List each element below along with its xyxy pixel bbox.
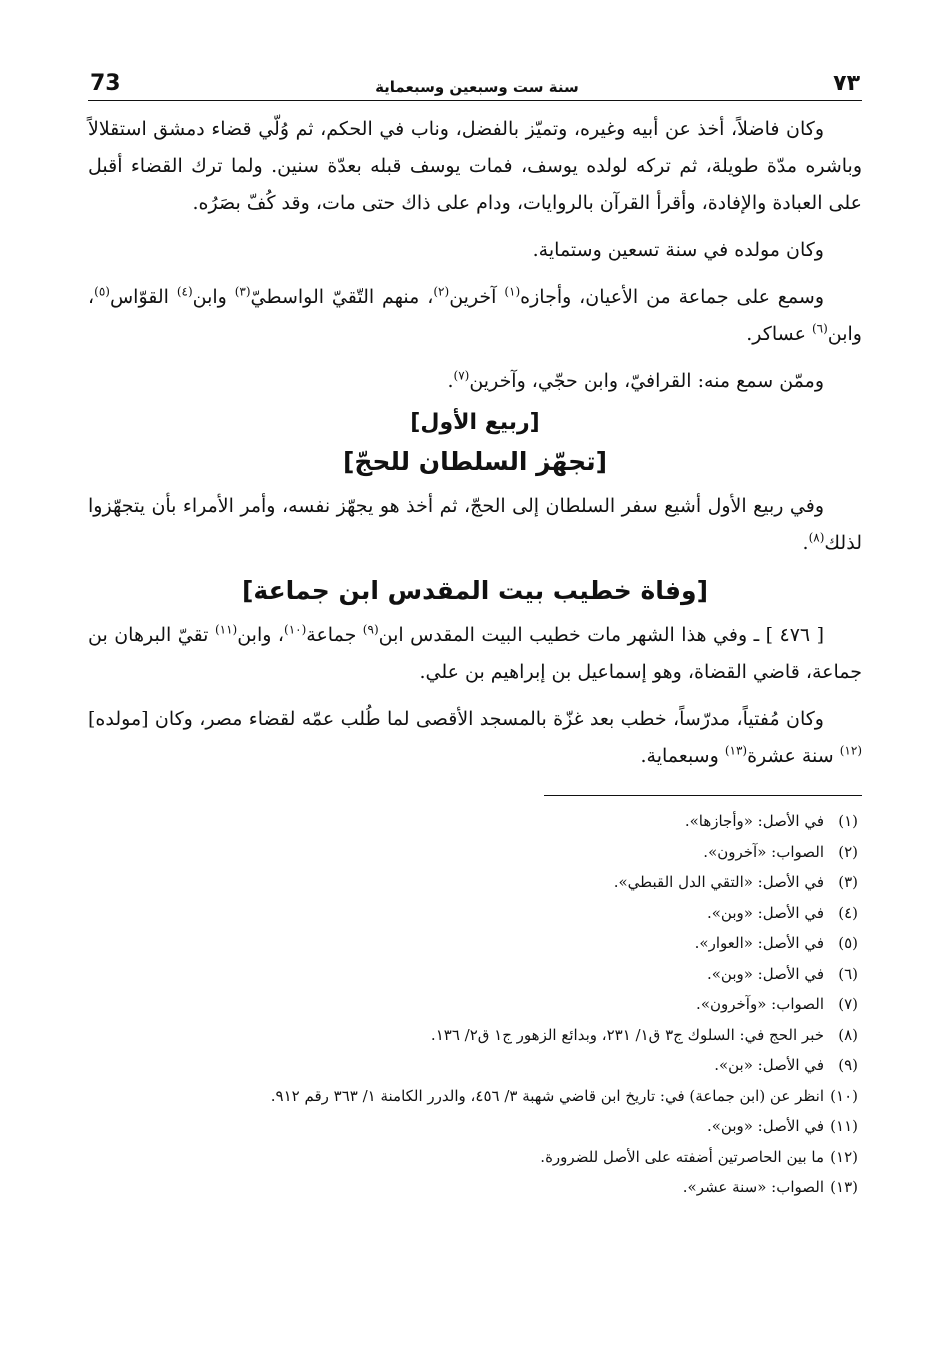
footnote-9 — [88, 1050, 858, 1081]
footnote-11 — [88, 1111, 858, 1142]
footnote-number: (٨) — [838, 1025, 858, 1044]
text-run: وابن — [192, 286, 235, 308]
footnote-text: في الأصل: «وبن». — [706, 964, 824, 983]
footnote-text: في الأصل: «وبن». — [706, 903, 824, 922]
text-run: وممّن سمع منه: القرافيّ، وابن حجّي، وآخرين — [469, 370, 824, 392]
text-run: آخرين — [449, 286, 505, 308]
footnote-number: (١١) — [830, 1117, 858, 1135]
footnote-ref-10[interactable]: (١٠) — [284, 622, 307, 637]
footnote-8 — [88, 1020, 858, 1051]
footnote-7 — [88, 989, 858, 1020]
paragraph-4 — [88, 363, 862, 400]
footnote-ref-12[interactable]: (١٢) — [839, 743, 862, 758]
footnote-ref-13[interactable]: (١٣) — [724, 743, 748, 758]
text-run: عساكر. — [746, 323, 812, 345]
footnote-ref-6[interactable]: (٦) — [811, 321, 828, 336]
page-number-arabic: ٧٣ — [833, 71, 860, 96]
footnote-number: (٤) — [838, 903, 858, 922]
section-heading-wafat: [وفاة خطيب بيت المقدس ابن جماعة] — [241, 576, 709, 605]
footnote-text: خبر الحج في: السلوك ج٣ ق١/ ٢٣١، وبدائع الزهور ج١ ق٢/ ١٣٦. — [430, 1025, 824, 1044]
footnote-number: (٣) — [838, 873, 858, 891]
section-heading-hajj: [تجهّز السلطان للحجّ] — [342, 447, 608, 476]
paragraph-5 — [88, 488, 862, 562]
footnote-number: (٢) — [838, 842, 858, 861]
footnote-3 — [88, 867, 858, 898]
footnote-4 — [88, 898, 858, 929]
footnote-number: (٧) — [838, 995, 858, 1013]
footnote-text: في الأصل: «وأجازها». — [684, 812, 824, 830]
footnote-2 — [88, 837, 858, 868]
footnote-ref-8[interactable]: (٨) — [808, 530, 825, 545]
footnote-number: (١٢) — [830, 1147, 858, 1166]
text-run: ، منهم التّقيّ الواسطيّ — [250, 286, 434, 308]
text-run: ، وابن — [237, 624, 285, 646]
text-run: وسمع على جماعة من الأعيان، وأجازه — [520, 286, 825, 308]
footnote-number: (١) — [838, 812, 858, 830]
text-run: تقيّ البرهان بن جماعة، قاضي القضاة، وهو إسماعيل بن إبراهيم بن علي. — [88, 624, 862, 683]
text-run: [ ٤٧٦ ] ـ وفي هذا الشهر مات خطيب البيت المقدس ابن — [378, 624, 825, 646]
text-run: وكان مُفتياً، مدرّساً، خطب بعد غزّة بالمسجد الأقصى لما طُلب عمّه لقضاء مصر، وكان [مولده] — [88, 708, 824, 730]
footnote-text: انظر عن (ابن جماعة) في: تاريخ ابن قاضي شهبة ٣/ ٤٥٦، والدرر الكامنة ١/ ٣٦٣ رقم ٩١٢. — [270, 1086, 824, 1105]
page-header — [88, 56, 862, 101]
text-run: . — [447, 370, 454, 392]
text-run: . — [802, 532, 809, 554]
footnote-ref-3[interactable]: (٣) — [234, 284, 251, 299]
text-run: ، وابن — [88, 286, 862, 345]
text-run: وسبعماية. — [640, 745, 725, 767]
footnote-text: الصواب: «آخرون». — [703, 842, 824, 861]
footnote-number: (٩) — [838, 1056, 858, 1074]
footnote-ref-2[interactable]: (٢) — [433, 284, 450, 299]
text-run: جماعة — [306, 624, 363, 646]
footnote-text: ما بين الحاصرتين أضفته على الأصل للضرورة. — [540, 1147, 824, 1166]
footnote-separator — [544, 795, 862, 796]
footnote-12 — [88, 1142, 858, 1173]
text-run: وفي ربيع الأول أشيع سفر السلطان إلى الحجّ، ثم أخذ هو يجهّز نفسه، وأمر الأمراء بأن يتجهّزوا لذلك — [88, 495, 862, 554]
paragraph-2: وكان مولده في سنة تسعين وستماية. — [532, 239, 824, 261]
footnote-text: في الأصل: «التقي الدل القبطي». — [613, 873, 824, 891]
text-run: القوّاس — [109, 286, 177, 308]
text-run: سنة عشرة — [747, 745, 840, 767]
footnote-13 — [88, 1172, 858, 1203]
footnote-text: في الأصل: «العوار». — [694, 934, 824, 952]
paragraph-1: وكان فاضلاً، أخذ عن أبيه وغيره، وتميّز بالفضل، وناب في الحكم، ثم وُلّي قضاء دمشق استقلالاً وباشره مدّة طويلة، ثم تركه لولده يوسف، فمات يوسف قبله بعدّة سنين. ولما ترك القضاء أقبل على العبادة والإفادة، وأقرأ القرآن بالروايات، ودام على ذاك حتى مات، وقد كُفّ بصَرُه. — [88, 118, 862, 214]
footnote-number: (٥) — [838, 934, 858, 952]
section-heading-rabi: [ربيع الأول] — [410, 410, 540, 435]
footnote-ref-1[interactable]: (١) — [504, 284, 521, 299]
paragraph-6 — [88, 617, 862, 691]
footnote-ref-5[interactable]: (٥) — [94, 284, 110, 299]
footnote-number: (١٠) — [830, 1086, 858, 1105]
footnote-text: الصواب: «سنة عشر». — [682, 1178, 824, 1196]
footnote-5 — [88, 928, 858, 959]
running-title: سنة ست وسبعين وسبعماية — [375, 78, 579, 96]
footnote-ref-7[interactable]: (٧) — [453, 368, 470, 383]
footnote-ref-9[interactable]: (٩) — [362, 622, 379, 637]
paragraph-7 — [88, 701, 862, 775]
footnote-ref-4[interactable]: (٤) — [176, 284, 193, 299]
footnote-6 — [88, 959, 858, 990]
page-number-latin: 73 — [90, 71, 121, 96]
footnote-ref-11[interactable]: (١١) — [214, 622, 238, 637]
footnote-10 — [88, 1081, 858, 1112]
footnote-number: (٦) — [838, 964, 858, 983]
footnote-text: في الأصل: «بن». — [714, 1056, 824, 1074]
footnote-text: الصواب: «وآخرون». — [696, 995, 824, 1013]
book-page — [88, 56, 862, 1203]
paragraph-3 — [88, 279, 862, 353]
main-text — [88, 111, 862, 775]
footnotes-list — [88, 806, 862, 1203]
footnote-text: في الأصل: «وبن». — [706, 1117, 824, 1135]
footnote-1 — [88, 806, 858, 837]
footnote-number: (١٣) — [830, 1178, 858, 1196]
